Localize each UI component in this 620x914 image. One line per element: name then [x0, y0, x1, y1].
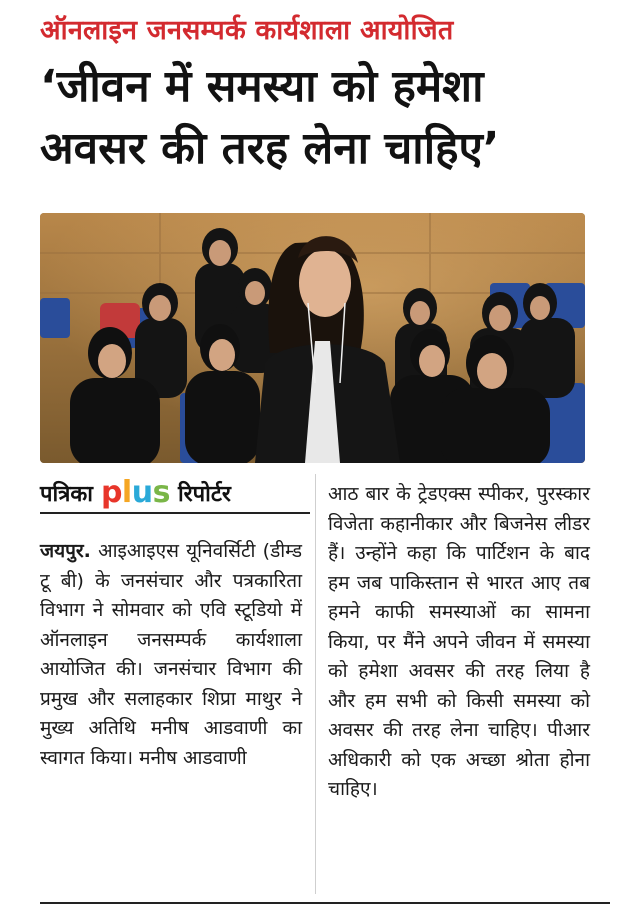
byline — [40, 474, 310, 514]
plus-letter-l: l — [121, 475, 132, 510]
headline-line-1: ‘जीवन में समस्या को हमेशा — [40, 61, 484, 112]
article-body-right-column — [328, 480, 590, 805]
byline-role: रिपोर्टर — [177, 482, 231, 507]
article-body-left-column — [40, 537, 302, 773]
article-headline — [40, 56, 610, 180]
left-column-text: आइआइएस यूनिवर्सिटी (डीम्ड टू बी) के जनसंचार और पत्रकारिता विभाग ने सोमवार को एवि स्टूडियो में ऑनलाइन जनसम्पर्क कार्यशाला आयोजित की। जनसंचार विभाग की प्रमुख और सलाहकार शिप्रा माथुर ने मुख्य अतिथि मनीष आडवाणी का स्वागत किया। मनीष आडवाणी — [40, 540, 302, 769]
plus-letter-u: u — [131, 475, 153, 510]
plus-letter-p: p — [100, 475, 122, 510]
publication-name: पत्रिका — [40, 482, 93, 507]
headline-line-2: अवसर की तरह लेना चाहिए’ — [40, 123, 500, 174]
article-kicker: ऑनलाइन जनसम्पर्क कार्यशाला आयोजित — [40, 15, 454, 46]
bottom-rule — [40, 902, 610, 904]
article-photo — [40, 213, 585, 463]
dateline: जयपुर. — [40, 540, 91, 562]
plus-letter-s: s — [152, 475, 170, 510]
column-divider — [315, 474, 316, 894]
right-column-text: आठ बार के ट्रेडएक्स स्पीकर, पुरस्कार विजेता कहानीकार और बिजनेस लीडर हैं। उन्होंने कहा कि पार्टिशन के बाद हम जब पाकिस्तान से भारत आए तब हमने काफी समस्याओं का सामना किया, पर मैंने अपने जीवन में समस्या को हमेशा अवसर की तरह लिया है और हम सभी को किसी समस्या को अवसर की तरह लेना चाहिए। पीआर अधिकारी को एक अच्छा श्रोता होना चाहिए। — [328, 483, 590, 800]
audience-photo-illustration — [40, 213, 585, 463]
plus-logo — [100, 475, 170, 510]
